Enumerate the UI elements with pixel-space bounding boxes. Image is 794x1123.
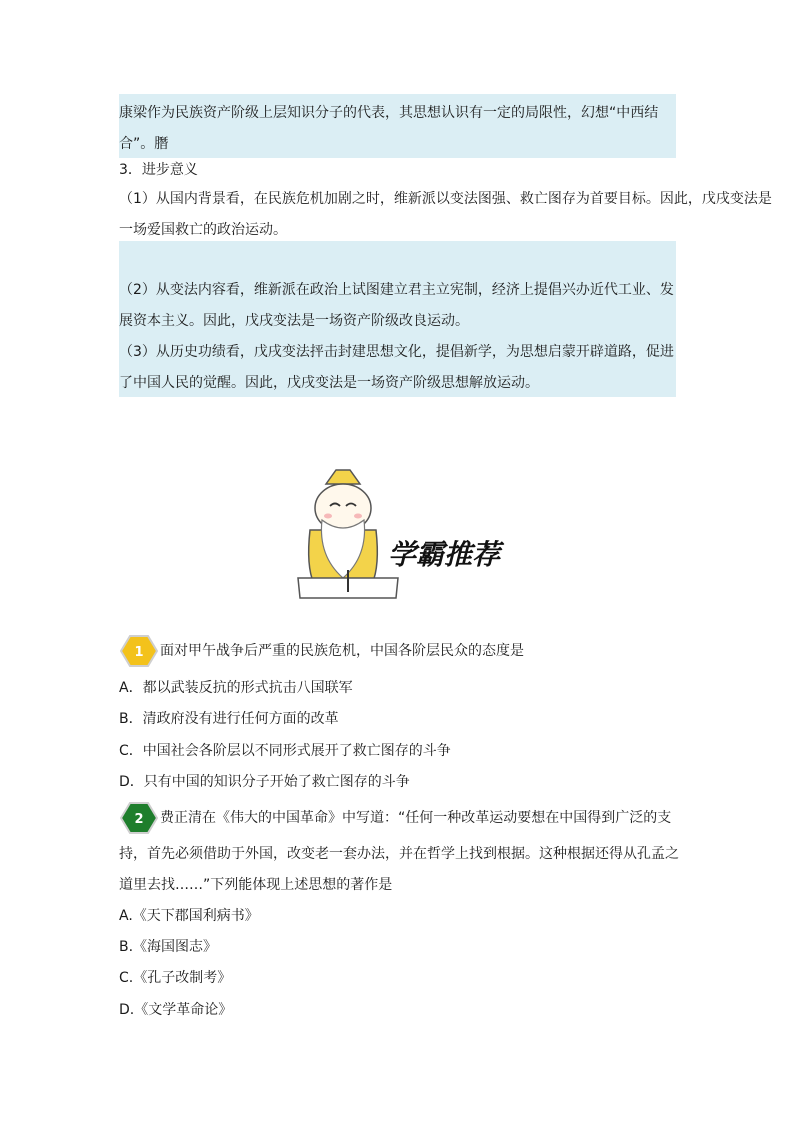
question-1-option-c: C．中国社会各阶层以不同形式展开了救亡图存的斗争 [119,743,451,759]
point-1-line-2: 一场爱国救亡的政治运动。 [119,222,287,238]
question-1-badge-icon [120,634,158,668]
question-2-option-c: C.《孔子改制考》 [119,970,232,986]
point-2-line-2: 展资本主义。因此，戊戌变法是一场资产阶级改良运动。 [119,313,469,329]
question-2-option-d: D.《文学革命论》 [119,1002,233,1018]
limitation-line-2: 合”。䐶 [119,136,169,152]
question-1-option-b: B．清政府没有进行任何方面的改革 [119,711,339,727]
limitation-line-1: 康梁作为民族资产阶级上层知识分子的代表，其思想认识有一定的局限性，幻想“中西结 [119,105,659,121]
question-1-option-a: A．都以武装反抗的形式抗击八国联军 [119,680,353,696]
question-1-stem: 面对甲午战争后严重的民族危机，中国各阶层民众的态度是 [160,643,524,659]
question-2-option-a: A.《天下郡国利病书》 [119,908,259,924]
banner-title: 学霸推荐 [388,538,501,571]
question-2-stem-line-2: 持，首先必须借助于外国，改变老一套办法，并在哲学上找到根据。这种根据还得从孔孟之 [119,846,679,862]
point-3-line-1: （3）从历史功绩看，戊戌变法抨击封建思想文化，提倡新学，为思想启蒙开辟道路，促进 [119,344,674,360]
mascot-banner [288,466,508,606]
question-2-stem-line-3: 道里去找……”下列能体现上述思想的著作是 [119,877,393,893]
question-2-option-b: B.《海国图志》 [119,939,218,955]
scholar-mascot-icon [288,466,508,606]
question-1-number: 1 [134,645,144,660]
point-3-line-2: 了中国人民的觉醒。因此，戊戌变法是一场资产阶级思想解放运动。 [119,375,539,391]
question-2-number: 2 [134,812,144,827]
point-2-line-1: （2）从变法内容看，维新派在政治上试图建立君主立宪制，经济上提倡兴办近代工业、发 [119,282,674,298]
question-2-badge-icon [120,801,158,835]
question-2-stem-line-1: 费正清在《伟大的中国革命》中写道：“任何一种改革运动要想在中国得到广泛的支 [160,810,672,826]
question-1-option-d: D．只有中国的知识分子开始了救亡图存的斗争 [119,774,410,790]
point-1-line-1: （1）从国内背景看，在民族危机加剧之时，维新派以变法图强、救亡图存为首要目标。因此，戊戌变法是 [119,191,772,207]
section-heading: 3．进步意义 [119,162,198,178]
